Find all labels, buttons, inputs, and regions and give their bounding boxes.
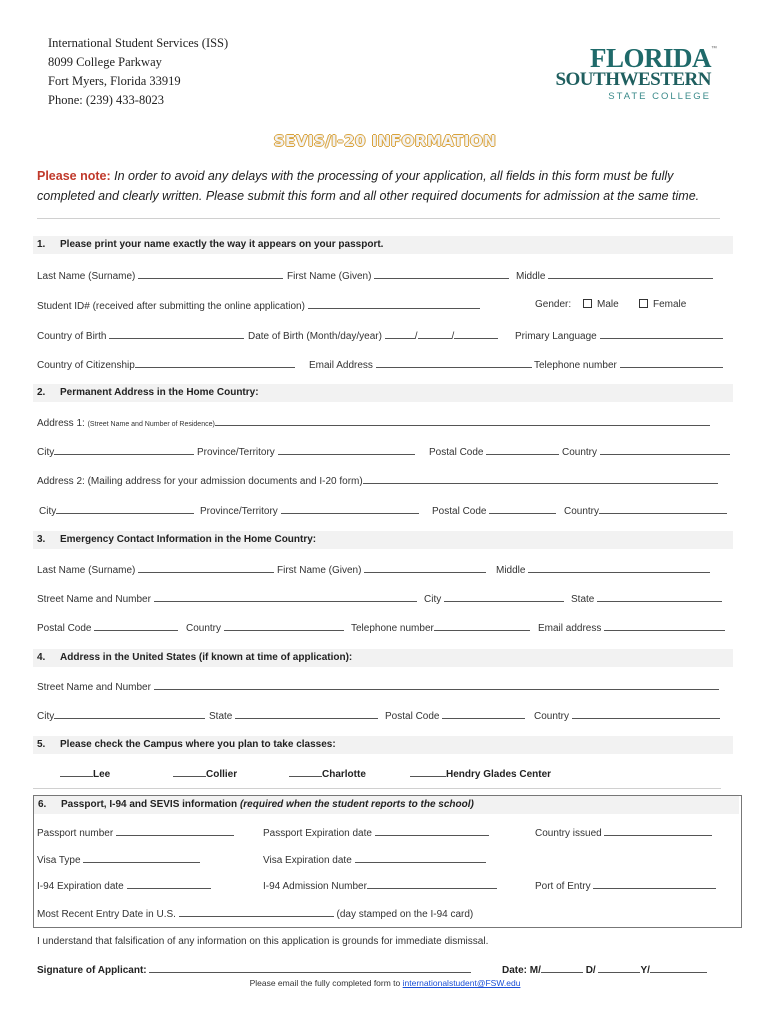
emergency-street-field[interactable] bbox=[37, 592, 417, 606]
emergency-street-line[interactable] bbox=[154, 592, 417, 602]
country-birth-label: Country of Birth bbox=[37, 331, 107, 342]
address-1-label: Address 1 bbox=[37, 418, 83, 429]
email-address-line[interactable] bbox=[376, 358, 532, 368]
passport-exp-line[interactable] bbox=[375, 826, 489, 836]
note-text: In order to avoid any delays with the processing of your application, all fields in this form must be fully completed and clearly written. Please submit this form and all other required documents for admission at the same time. bbox=[37, 169, 700, 203]
section-3-header bbox=[33, 531, 733, 549]
city-2-line[interactable] bbox=[56, 504, 194, 514]
city-label: City bbox=[37, 711, 55, 722]
section-title bbox=[61, 796, 474, 814]
recent-entry-label: Most Recent Entry Date in U.S. bbox=[37, 909, 176, 920]
date-field[interactable] bbox=[502, 963, 707, 977]
section-title: Please check the Campus where you plan to take classes: bbox=[60, 739, 336, 750]
date-year-label: Y/ bbox=[640, 965, 650, 976]
emergency-last-name-line[interactable] bbox=[138, 563, 274, 573]
date-day-label: D/ bbox=[585, 965, 596, 976]
emergency-middle-field[interactable] bbox=[496, 563, 710, 577]
section-5-header bbox=[33, 736, 733, 754]
country-label: Country bbox=[186, 623, 222, 634]
city-line[interactable] bbox=[54, 445, 194, 455]
us-state-line[interactable] bbox=[235, 709, 378, 719]
last-name-line[interactable] bbox=[138, 269, 283, 279]
fsw-logo bbox=[555, 43, 717, 104]
email-address-field[interactable] bbox=[309, 358, 532, 372]
state-label: State bbox=[571, 594, 595, 605]
gender-male-option[interactable] bbox=[583, 299, 619, 311]
section-title: Address in the United States (if known at time of application): bbox=[60, 652, 353, 663]
postal-code-label: Postal Code bbox=[429, 447, 484, 458]
country-citizenship-line[interactable] bbox=[135, 358, 295, 368]
last-name-label: Last Name (Surname) bbox=[37, 271, 136, 282]
city-label: City bbox=[37, 447, 55, 458]
email-link[interactable]: internationalstudent@FSW.edu bbox=[402, 978, 521, 988]
postal-code-label: Postal Code bbox=[432, 506, 487, 517]
section-title: Permanent Address in the Home Country: bbox=[60, 387, 259, 398]
city-2-field[interactable] bbox=[39, 504, 194, 518]
divider bbox=[37, 218, 720, 219]
address-line: Phone: (239) 433-8023 bbox=[48, 93, 164, 107]
emergency-state-line[interactable] bbox=[597, 592, 722, 602]
country-issued-label: Country issued bbox=[535, 828, 602, 839]
city-field[interactable] bbox=[37, 445, 194, 459]
address-2-line[interactable] bbox=[363, 474, 718, 484]
date-day-line[interactable] bbox=[598, 963, 640, 973]
section-number: 6. bbox=[38, 799, 47, 810]
passport-exp-label: Passport Expiration date bbox=[263, 828, 372, 839]
last-name-label: Last Name (Surname) bbox=[37, 565, 136, 576]
postal-code-2-line[interactable] bbox=[489, 504, 556, 514]
country-2-line[interactable] bbox=[599, 504, 727, 514]
recent-entry-note: (day stamped on the I-94 card) bbox=[336, 909, 474, 920]
city-label: City bbox=[39, 506, 57, 517]
telephone-label: Telephone number bbox=[351, 623, 434, 634]
last-name-field[interactable] bbox=[37, 269, 283, 283]
female-label: Female bbox=[653, 299, 687, 310]
country-2-field[interactable] bbox=[564, 504, 727, 518]
port-entry-field[interactable] bbox=[535, 879, 716, 893]
port-entry-label: Port of Entry bbox=[535, 881, 591, 892]
campus-label: Charlotte bbox=[322, 769, 366, 780]
us-country-field[interactable] bbox=[534, 709, 720, 723]
dob-year-line[interactable] bbox=[454, 329, 498, 339]
first-name-label: First Name (Given) bbox=[287, 271, 372, 282]
address-2-field[interactable]: Address 2: (Mailing address for your admission documents and I-20 form) bbox=[37, 474, 718, 488]
country-label: Country bbox=[534, 711, 570, 722]
address-line: 8099 College Parkway bbox=[48, 55, 162, 69]
emergency-email-line[interactable] bbox=[604, 621, 725, 631]
campus-check-line[interactable] bbox=[173, 767, 206, 777]
province-2-field[interactable] bbox=[200, 504, 419, 518]
us-state-field[interactable] bbox=[209, 709, 378, 723]
emergency-postal-line[interactable] bbox=[94, 621, 178, 631]
country-birth-field[interactable] bbox=[37, 329, 244, 343]
middle-line[interactable] bbox=[548, 269, 713, 279]
address-1-line[interactable] bbox=[215, 416, 710, 426]
country-issued-line[interactable] bbox=[604, 826, 712, 836]
country-label: Country bbox=[562, 447, 598, 458]
divider bbox=[33, 788, 721, 789]
gender-label: Gender: bbox=[535, 299, 572, 310]
i94-number-label: I-94 Admission Number bbox=[263, 881, 367, 892]
section-number: 1. bbox=[37, 239, 46, 250]
province-field[interactable] bbox=[197, 445, 415, 459]
section-title-text: Passport, I-94 and SEVIS information bbox=[61, 799, 238, 810]
campus-label: Collier bbox=[206, 769, 238, 780]
address-2-label: Address 2 bbox=[37, 476, 83, 487]
section-number: 3. bbox=[37, 534, 46, 545]
section-6-header bbox=[34, 796, 739, 814]
section-number: 5. bbox=[37, 739, 46, 750]
middle-label: Middle bbox=[496, 565, 526, 576]
checkbox-icon[interactable] bbox=[583, 299, 592, 308]
logo-line-1: FLORIDA bbox=[589, 43, 711, 73]
emergency-first-name-field[interactable] bbox=[277, 563, 486, 577]
campus-check-line[interactable] bbox=[410, 767, 446, 777]
us-postal-line[interactable] bbox=[442, 709, 525, 719]
city-label: City bbox=[424, 594, 442, 605]
please-note bbox=[37, 166, 727, 206]
student-id-label: Student ID# (received after submitting the online application) bbox=[37, 301, 305, 312]
telephone-field[interactable] bbox=[534, 358, 723, 372]
address-line: Fort Myers, Florida 33919 bbox=[48, 74, 181, 88]
first-name-field[interactable] bbox=[287, 269, 509, 283]
email-label: Email address bbox=[538, 623, 602, 634]
gender-female-option[interactable] bbox=[639, 299, 686, 311]
province-2-line[interactable] bbox=[281, 504, 419, 514]
postal-code-2-field[interactable] bbox=[432, 504, 556, 518]
province-label: Province/Territory bbox=[200, 506, 278, 517]
section-1-header bbox=[33, 236, 733, 254]
email-address-label: Email Address bbox=[309, 360, 373, 371]
first-name-label: First Name (Given) bbox=[277, 565, 362, 576]
middle-label: Middle bbox=[516, 271, 546, 282]
section-title: Please print your name exactly the way it appears on your passport. bbox=[60, 239, 384, 250]
province-line[interactable] bbox=[278, 445, 415, 455]
campus-collier-option[interactable] bbox=[173, 767, 237, 781]
passport-number-line[interactable] bbox=[116, 826, 234, 836]
recent-entry-field[interactable] bbox=[37, 907, 473, 921]
address-line: International Student Services (ISS) bbox=[48, 36, 229, 50]
signature-field[interactable] bbox=[37, 963, 471, 977]
postal-code-label: Postal Code bbox=[37, 623, 92, 634]
note-label: Please note: bbox=[37, 169, 111, 183]
emergency-country-field[interactable] bbox=[186, 621, 344, 635]
male-label: Male bbox=[597, 299, 619, 310]
date-year-line[interactable] bbox=[650, 963, 707, 973]
student-id-line[interactable] bbox=[308, 299, 480, 309]
visa-exp-line[interactable] bbox=[355, 853, 486, 863]
signature-label: Signature of Applicant: bbox=[37, 965, 147, 976]
student-id-field[interactable] bbox=[37, 299, 480, 313]
email-instructions bbox=[0, 977, 770, 989]
country-field[interactable] bbox=[562, 445, 730, 459]
telephone-label: Telephone number bbox=[534, 360, 617, 371]
i94-number-field[interactable] bbox=[263, 879, 497, 893]
recent-entry-line[interactable] bbox=[179, 907, 334, 917]
emergency-telephone-field[interactable] bbox=[351, 621, 530, 635]
state-label: State bbox=[209, 711, 233, 722]
country-issued-field[interactable] bbox=[535, 826, 712, 840]
country-line[interactable] bbox=[600, 445, 730, 455]
emergency-first-name-line[interactable] bbox=[364, 563, 486, 573]
i94-number-line[interactable] bbox=[367, 879, 497, 889]
campus-lee-option[interactable] bbox=[60, 767, 110, 781]
emergency-middle-line[interactable] bbox=[528, 563, 710, 573]
postal-code-field[interactable] bbox=[429, 445, 559, 459]
dob-field[interactable]: Date of Birth (Month/day/year) / / bbox=[248, 329, 498, 343]
emergency-postal-field[interactable] bbox=[37, 621, 178, 635]
us-city-field[interactable] bbox=[37, 709, 205, 723]
i94-exp-line[interactable] bbox=[127, 879, 211, 889]
campus-hendry-option[interactable] bbox=[410, 767, 551, 781]
emergency-city-field[interactable] bbox=[424, 592, 564, 606]
email-instructions-text: Please email the fully completed form to bbox=[249, 978, 403, 988]
logo-tm: ™ bbox=[711, 46, 717, 52]
address-2-hint: (Mailing address for your admission documents and I-20 form) bbox=[87, 476, 363, 487]
postal-code-label: Postal Code bbox=[385, 711, 440, 722]
telephone-line[interactable] bbox=[620, 358, 723, 368]
campus-label: Hendry Glades Center bbox=[446, 769, 552, 780]
visa-type-label: Visa Type bbox=[37, 855, 81, 866]
street-label: Street Name and Number bbox=[37, 682, 151, 693]
passport-number-label: Passport number bbox=[37, 828, 114, 839]
disclaimer: I understand that falsification of any information on this application is grounds for immediate dismissal. bbox=[37, 936, 489, 947]
form-title: SEVIS/I-20 INFORMATION bbox=[273, 132, 497, 150]
passport-exp-field[interactable] bbox=[263, 826, 489, 840]
school-address bbox=[48, 34, 228, 110]
checkbox-icon[interactable] bbox=[639, 299, 648, 308]
us-street-field[interactable] bbox=[37, 680, 719, 694]
primary-language-label: Primary Language bbox=[515, 331, 597, 342]
logo-line-3: STATE COLLEGE bbox=[608, 91, 711, 102]
visa-exp-label: Visa Expiration date bbox=[263, 855, 352, 866]
port-entry-line[interactable] bbox=[593, 879, 716, 889]
visa-type-line[interactable] bbox=[83, 853, 200, 863]
campus-check-line[interactable] bbox=[289, 767, 322, 777]
campus-label: Lee bbox=[93, 769, 111, 780]
emergency-country-line[interactable] bbox=[224, 621, 344, 631]
i94-exp-field[interactable] bbox=[37, 879, 211, 893]
middle-name-field[interactable] bbox=[516, 269, 713, 283]
section-title: Emergency Contact Information in the Home Country: bbox=[60, 534, 317, 545]
us-street-line[interactable] bbox=[154, 680, 719, 690]
first-name-line[interactable] bbox=[374, 269, 509, 279]
visa-exp-field[interactable] bbox=[263, 853, 486, 867]
section-title-note: (required when the student reports to the school) bbox=[239, 799, 474, 810]
signature-line[interactable] bbox=[149, 963, 471, 973]
campus-check-line[interactable] bbox=[60, 767, 93, 777]
country-citizenship-label: Country of Citizenship bbox=[37, 360, 135, 371]
us-country-line[interactable] bbox=[572, 709, 720, 719]
address-1-hint: (Street Name and Number of Residence) bbox=[87, 421, 215, 428]
emergency-city-line[interactable] bbox=[444, 592, 564, 602]
country-label: Country bbox=[564, 506, 600, 517]
logo-line-2: SOUTHWESTERN bbox=[555, 69, 711, 90]
section-number: 4. bbox=[37, 652, 46, 663]
street-label: Street Name and Number bbox=[37, 594, 151, 605]
dob-month-line[interactable] bbox=[385, 329, 415, 339]
campus-charlotte-option[interactable] bbox=[289, 767, 366, 781]
passport-number-field[interactable] bbox=[37, 826, 234, 840]
emergency-telephone-line[interactable] bbox=[434, 621, 530, 631]
postal-code-line[interactable] bbox=[486, 445, 559, 455]
primary-language-field[interactable] bbox=[515, 329, 723, 343]
section-4-header bbox=[33, 649, 733, 667]
emergency-last-name-field[interactable] bbox=[37, 563, 274, 577]
us-city-line[interactable] bbox=[54, 709, 205, 719]
address-1-field[interactable]: Address 1: (Street Name and Number of Residence) bbox=[37, 416, 710, 431]
province-label: Province/Territory bbox=[197, 447, 275, 458]
dob-day-line[interactable] bbox=[418, 329, 452, 339]
country-citizenship-field[interactable] bbox=[37, 358, 295, 372]
us-postal-field[interactable] bbox=[385, 709, 525, 723]
visa-type-field[interactable] bbox=[37, 853, 200, 867]
emergency-state-field[interactable] bbox=[571, 592, 722, 606]
country-birth-line[interactable] bbox=[109, 329, 244, 339]
date-label: Date: M/ bbox=[502, 965, 541, 976]
primary-language-line[interactable] bbox=[600, 329, 723, 339]
section-number: 2. bbox=[37, 387, 46, 398]
date-month-line[interactable] bbox=[541, 963, 583, 973]
dob-label: Date of Birth (Month/day/year) bbox=[248, 331, 382, 342]
emergency-email-field[interactable] bbox=[538, 621, 725, 635]
i94-exp-label: I-94 Expiration date bbox=[37, 881, 124, 892]
section-2-header bbox=[33, 384, 733, 402]
